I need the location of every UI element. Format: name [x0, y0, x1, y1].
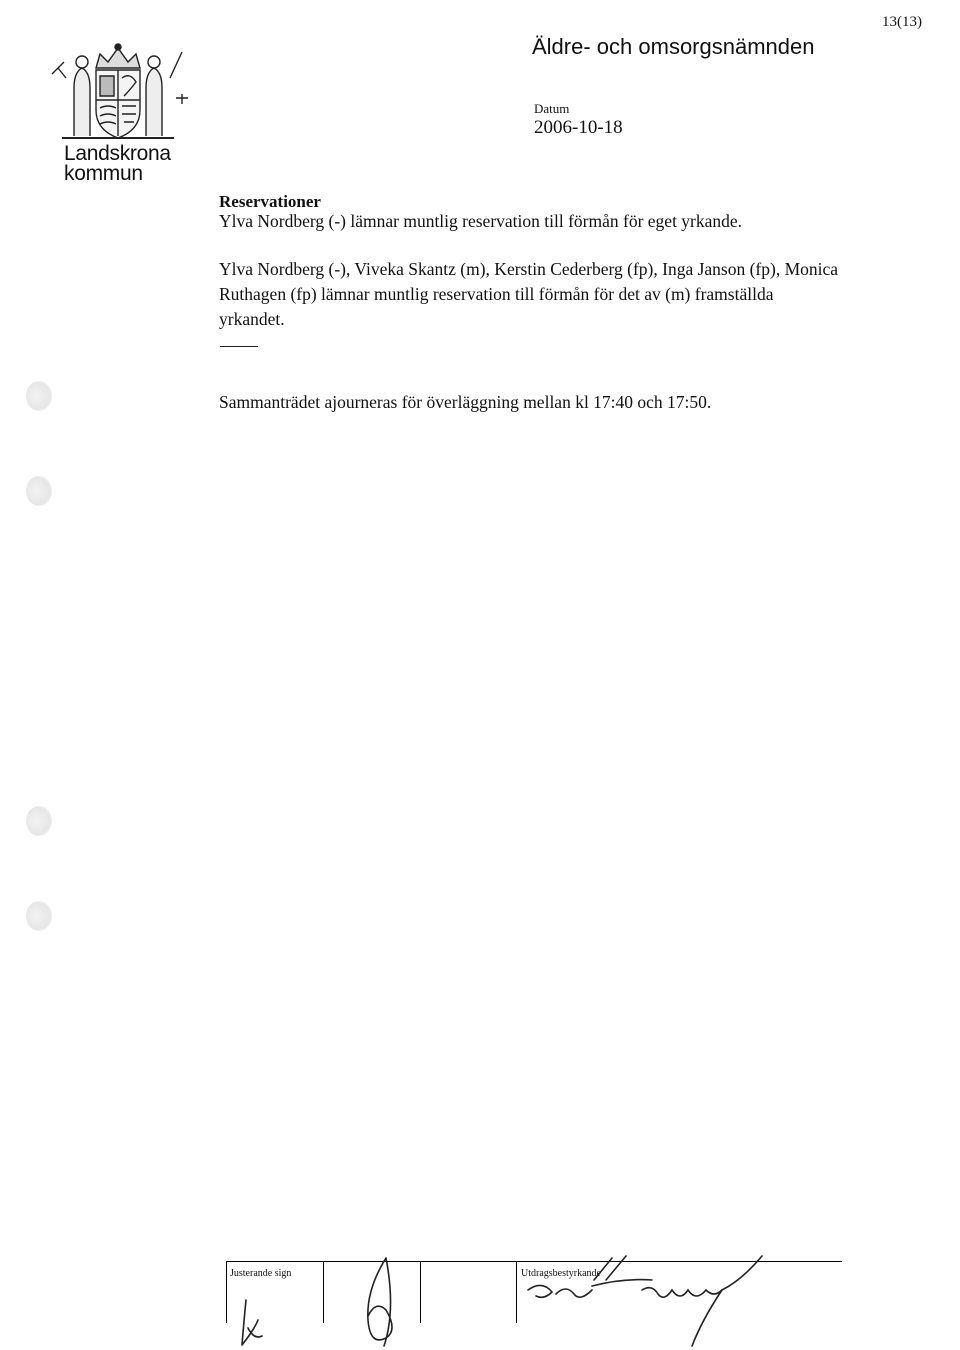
date-value: 2006-10-18	[534, 117, 623, 138]
municipality-line-2: kommun	[64, 162, 143, 185]
coat-of-arms-icon	[38, 38, 198, 144]
reservation-1: Ylva Nordberg (-) lämnar muntlig reservation till förmån för eget yrkande.	[219, 211, 743, 231]
punch-hole	[26, 806, 52, 836]
certification-label: Utdragsbestyrkande	[521, 1268, 601, 1279]
municipality-name	[64, 144, 171, 184]
punch-hole	[26, 476, 52, 506]
footer-divider	[226, 1261, 227, 1323]
municipality-line-1: Landskrona	[64, 142, 171, 165]
committee-title: Äldre- och omsorgsnämnden	[532, 34, 815, 59]
divider	[220, 346, 258, 347]
punch-hole	[26, 901, 52, 931]
date-label: Datum	[534, 101, 570, 116]
signature-certification-icon	[522, 1250, 772, 1350]
reservation-2: Ylva Nordberg (-), Viveka Skantz (m), Kerstin Cederberg (fp), Inga Janson (fp), Monica Ruthagen (fp) lämnar muntlig reservation till förmån för det av (m) framställda yrkandet.	[219, 259, 839, 329]
section-heading: Reservationer	[219, 192, 321, 211]
adjournment-text: Sammanträdet ajourneras för överläggning mellan kl 17:40 och 17:50.	[219, 392, 712, 412]
punch-hole	[26, 381, 52, 411]
signature-initials-icon	[236, 1250, 536, 1350]
adjusting-sign-label: Justerande sign	[230, 1268, 292, 1279]
page-number: 13(13)	[882, 14, 922, 30]
